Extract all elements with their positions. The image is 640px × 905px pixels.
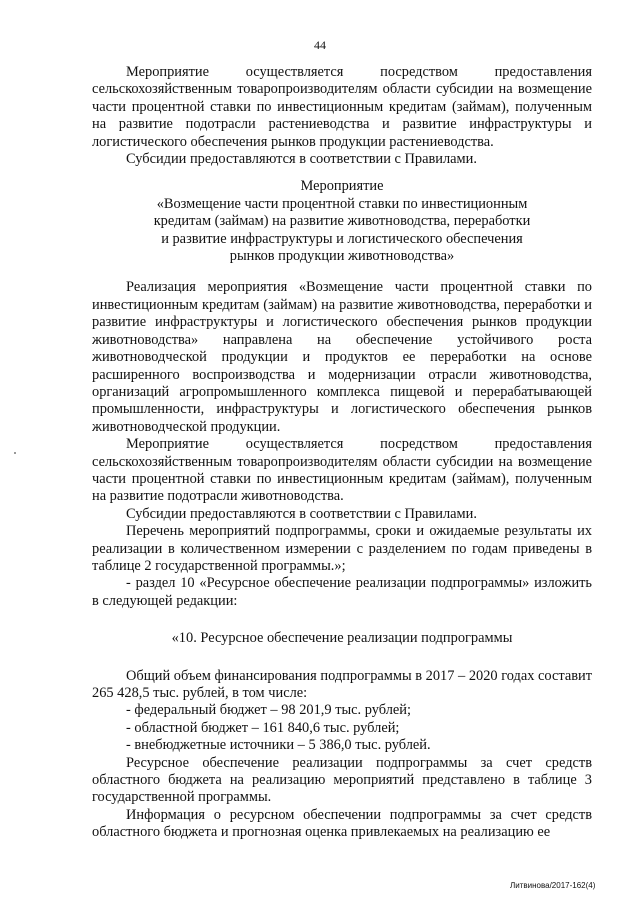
measure-heading-line: рынков продукции животноводства» <box>229 248 455 265</box>
document-body <box>92 64 592 842</box>
paragraph-measures-list: Перечень мероприятий подпрограммы, сроки и ожидаемые результаты их реализации в количественном измерении с разделением по годам приведены в таблице 2 государственной программы.»; <box>92 523 592 574</box>
measure-heading-line: кредитам (займам) на развитие животноводства, переработки <box>153 213 531 230</box>
measure-heading <box>92 178 592 265</box>
list-item-extrabudgetary: - внебюджетные источники – 5 386,0 тыс. рублей. <box>126 737 431 754</box>
list-item-federal: - федеральный бюджет – 98 201,9 тыс. рублей; <box>126 702 411 719</box>
paragraph-total-financing: Общий объем финансирования подпрограммы в 2017 – 2020 годах составит 265 428,5 тыс. рублей, в том числе: <box>92 667 592 701</box>
measure-heading-line: «Возмещение части процентной ставки по инвестиционным <box>156 195 528 212</box>
paragraph-measure-livestock: Мероприятие осуществляется посредством предоставления сельскохозяйственным товаропроизводителям области субсидии на возмещение части процентной ставки по инвестиционным кредитам (займам), полученным на развитие подотрасли животноводства. <box>92 436 592 505</box>
measure-heading-line: и развитие инфраструктуры и логистического обеспечения <box>161 230 523 247</box>
paragraph-subsidies-rules: Субсидии предоставляются в соответствии с Правилами. <box>126 151 477 168</box>
paragraph-implementation: Реализация мероприятия «Возмещение части процентной ставки по инвестиционным кредитам (займам) на развитие животноводства, переработки и развитие инфраструктуры и логистического обеспечения рынков продукции животноводства» направлена на обеспечение устойчивого роста животноводческой продукции и продуктов ее переработки на основе расширенного воспроизводства и модернизации отрасли животноводства, организаций агропромышленного комплекса пищевой и перерабатывающей промышленности, инфраструктуры и логистического обеспечения рынков животноводческой продукции. <box>92 279 592 435</box>
paragraph-measure-plant: Мероприятие осуществляется посредством предоставления сельскохозяйственным товаропроизводителям области субсидии на возмещение части процентной ставки по инвестиционным кредитам (займам), полученным на развитие подотрасли растениеводства и развитие инфраструктуры и логистического обеспечения рынков продукции растениеводства. <box>92 64 592 150</box>
footer-code: Литвинова/2017-162(4) <box>510 881 596 890</box>
list-item-regional: - областной бюджет – 161 840,6 тыс. рублей; <box>126 719 400 736</box>
paragraph-resource-info: Информация о ресурсном обеспечении подпрограммы за счет средств областного бюджета и прогнозная оценка привлекаемых на реализацию ее <box>92 806 592 841</box>
paragraph-section-10-intro: - раздел 10 «Ресурсное обеспечение реализации подпрограммы» изложить в следующей редакции: <box>92 575 592 609</box>
section-10-heading: «10. Ресурсное обеспечение реализации подпрограммы <box>171 630 513 647</box>
page-number: 44 <box>314 38 326 52</box>
measure-heading-label: Мероприятие <box>300 178 384 195</box>
section-10-heading-block <box>92 630 592 647</box>
paragraph-subsidies-rules: Субсидии предоставляются в соответствии с Правилами. <box>126 505 477 522</box>
paragraph-resource-table: Ресурсное обеспечение реализации подпрограммы за счет средств областного бюджета на реализацию мероприятий представлено в таблице 3 государственной программы. <box>92 754 592 806</box>
margin-mark <box>14 452 16 454</box>
